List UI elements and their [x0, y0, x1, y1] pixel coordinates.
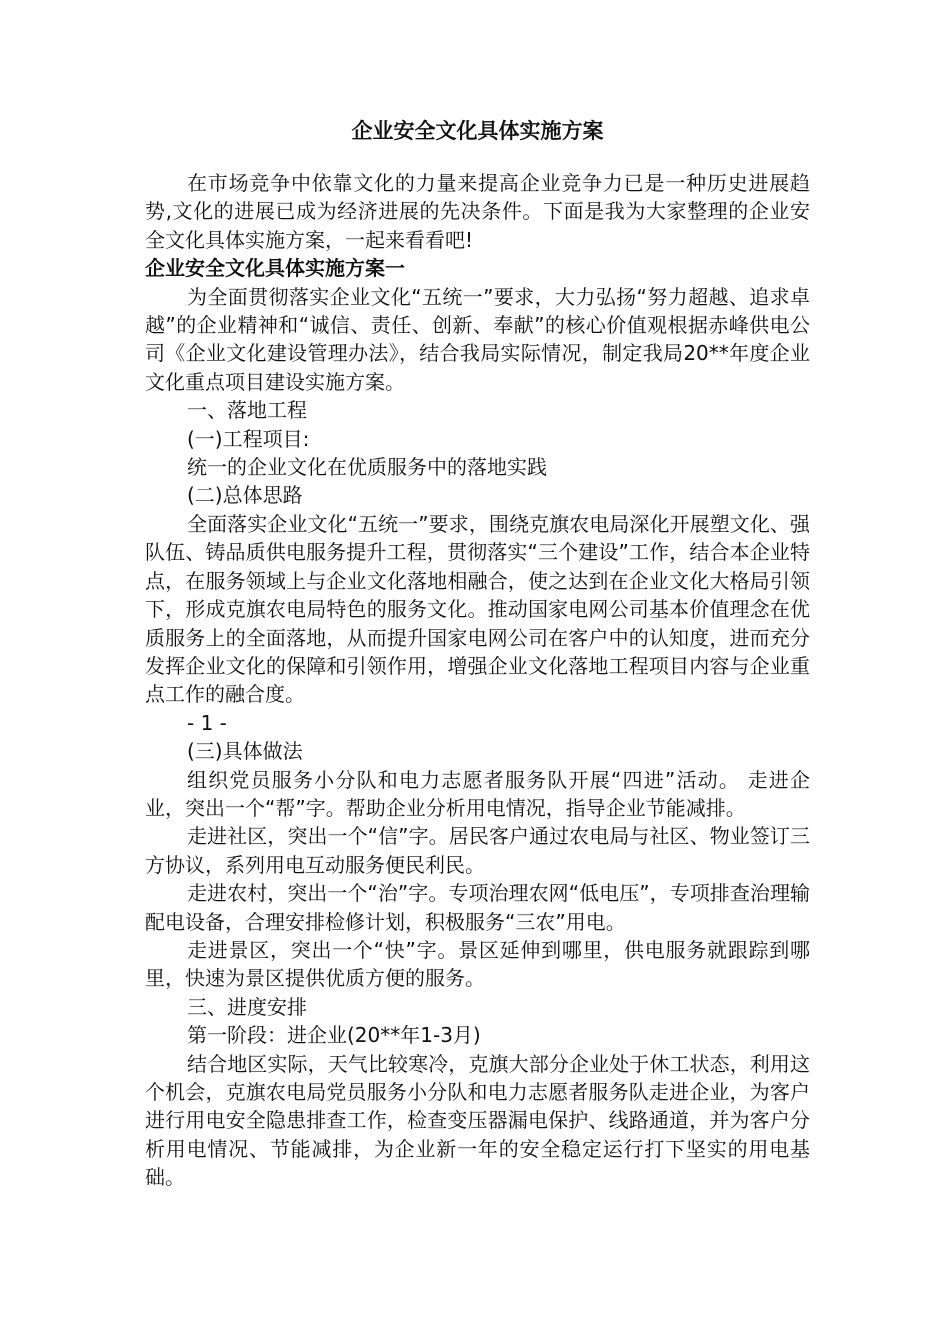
- paragraph: (三)具体做法: [187, 739, 303, 764]
- paragraph: 三、进度安排: [187, 994, 307, 1019]
- page-number: - 1 -: [187, 710, 227, 735]
- paragraph: 全面落实企业文化“五统一”要求，围绕克旗农电局深化开展塑文化、强队伍、铸品质供电服务提升工程，贯彻落实“三个建设”工作，结合本企业特点，在服务领域上与企业文化落地相融合，使之达到在企业文化大格局引领下，形成克旗农电局特色的服务文化。推动国家电网公司基本价值理念在优质服务上的全面落地，从而提升国家电网公司在客户中的认知度，进而充分发挥企业文化的保障和引领作用，增强企业文化落地工程项目内容与企业重点工作的融合度。: [145, 511, 810, 707]
- paragraph: 走进农村，突出一个“治”字。专项治理农网“低电压”，专项排查治理输配电设备，合理安排检修计划，积极服务“三农”用电。: [145, 881, 810, 934]
- paragraph: 在市场竞争中依靠文化的力量来提高企业竞争力已是一种历史进展趋势,文化的进展已成为经济进展的先决条件。下面是我为大家整理的企业安全文化具体实施方案，一起来看看吧!: [145, 171, 810, 252]
- paragraph: 组织党员服务小分队和电力志愿者服务队开展“四进”活动。 走进企业，突出一个“帮”字。帮助企业分析用电情况，指导企业节能减排。: [145, 767, 810, 820]
- paragraph: 走进景区，突出一个“快”字。景区延伸到哪里，供电服务就跟踪到哪里，快速为景区提供优质方便的服务。: [145, 937, 810, 991]
- paragraph: (二)总体思路: [187, 483, 303, 508]
- section-heading: 企业安全文化具体实施方案一: [145, 256, 405, 281]
- paragraph: 统一的企业文化在优质服务中的落地实践: [187, 455, 547, 480]
- paragraph: 走进社区，突出一个“信”字。居民客户通过农电局与社区、物业签订三方协议，系列用电互动服务便民利民。: [145, 824, 810, 877]
- paragraph: 第一阶段：进企业(20**年1-3月): [187, 1023, 481, 1048]
- paragraph: 一、落地工程: [187, 398, 307, 423]
- paragraph: (一)工程项目:: [187, 426, 310, 451]
- paragraph: 为全面贯彻落实企业文化“五统一”要求，大力弘扬“努力超越、追求卓越”的企业精神和“诚信、责任、创新、奉献”的核心价值观根据赤峰供电公司《企业文化建设管理办法》，结合我局实际情况，制定我局20**年度企业文化重点项目建设实施方案。: [145, 284, 810, 394]
- document-body: [145, 169, 810, 1192]
- paragraph: 结合地区实际，天气比较寒冷，克旗大部分企业处于休工状态，利用这个机会，克旗农电局党员服务小分队和电力志愿者服务队走进企业，为客户进行用电安全隐患排查工作，检查变压器漏电保护、线路通道，并为客户分析用电情况、节能减排，为企业新一年的安全稳定运行打下坚实的用电基础。: [145, 1051, 810, 1190]
- document-title: 企业安全文化具体实施方案: [351, 119, 604, 143]
